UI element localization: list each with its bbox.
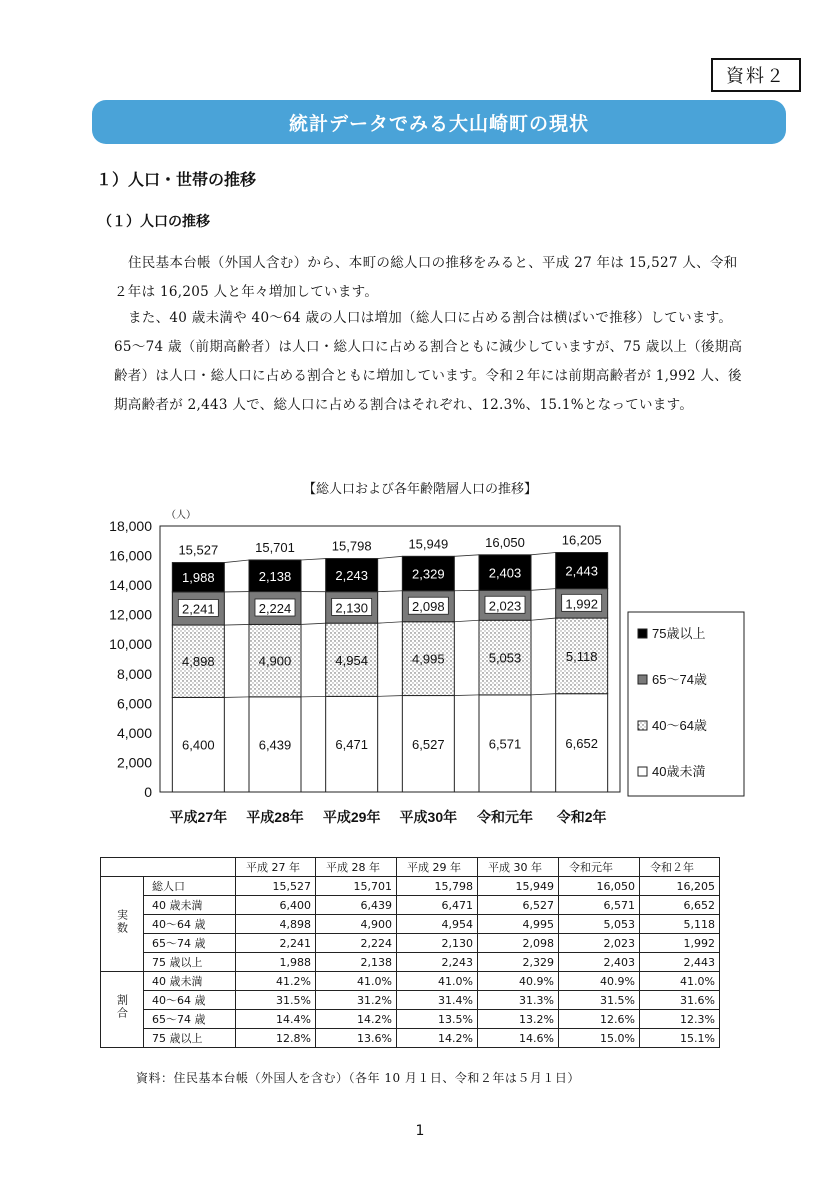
connector-line xyxy=(531,694,556,695)
table-row xyxy=(101,991,720,1010)
data-label: 4,954 xyxy=(335,652,368,668)
table-cell: 13.5% xyxy=(397,1010,478,1029)
connector-line xyxy=(301,623,326,624)
table-cell: 14.4% xyxy=(236,1010,316,1029)
y-tick-label: 2,000 xyxy=(116,754,152,771)
x-tick-label: 令和元年 xyxy=(477,809,533,825)
group-label-count-text: 実数 xyxy=(115,908,129,935)
table-header-row xyxy=(101,858,720,877)
connector-line xyxy=(224,560,249,563)
row-label: 75 歳以上 xyxy=(144,953,236,972)
y-tick-label: 16,000 xyxy=(109,547,152,564)
data-label: 2,243 xyxy=(335,568,368,584)
row-label: 75 歳以上 xyxy=(144,1029,236,1048)
table-cell: 31.4% xyxy=(397,991,478,1010)
table-cell: 31.5% xyxy=(236,991,316,1010)
connector-line xyxy=(301,559,326,560)
table-cell: 2,138 xyxy=(316,953,397,972)
data-label: 2,329 xyxy=(412,566,445,582)
legend-swatch xyxy=(638,721,647,730)
group-label-ratio-text: 割合 xyxy=(115,994,129,1020)
y-axis-unit: （人） xyxy=(166,510,196,521)
table-cell: 12.8% xyxy=(236,1029,316,1048)
data-label: 5,118 xyxy=(565,648,598,664)
table-cell: 40.9% xyxy=(559,972,640,991)
x-tick-label: 平成28年 xyxy=(246,809,304,825)
table-row xyxy=(101,972,720,991)
table-cell: 6,471 xyxy=(397,896,478,915)
table-cell: 2,023 xyxy=(559,934,640,953)
total-label: 16,050 xyxy=(485,534,525,550)
data-label: 6,571 xyxy=(488,736,522,752)
table-cell: 16,205 xyxy=(640,877,720,896)
x-tick-label: 平成30年 xyxy=(399,809,458,825)
table-cell: 4,954 xyxy=(397,915,478,934)
row-label: 65～74 歳 xyxy=(144,1010,236,1029)
total-label: 15,798 xyxy=(331,538,372,554)
data-label: 6,439 xyxy=(258,737,292,753)
table-cell: 2,130 xyxy=(397,934,478,953)
population-stacked-bar-chart xyxy=(90,500,750,840)
table-cell: 40.9% xyxy=(478,972,559,991)
page-number: 1 xyxy=(415,1123,425,1139)
table-cell: 41.0% xyxy=(397,972,478,991)
table-cell: 4,898 xyxy=(236,915,316,934)
row-label: 65～74 歳 xyxy=(144,934,236,953)
table-cell: 6,652 xyxy=(640,896,720,915)
data-label: 2,098 xyxy=(412,599,445,615)
connector-line xyxy=(454,555,479,556)
table-header-cell: 平成 30 年 xyxy=(478,858,559,877)
x-tick-label: 令和2年 xyxy=(556,809,607,825)
data-label: 2,023 xyxy=(488,598,522,614)
table-cell: 16,050 xyxy=(559,877,640,896)
connector-line xyxy=(531,553,556,555)
total-label: 15,949 xyxy=(408,536,449,552)
data-label: 1,992 xyxy=(565,596,598,612)
table-cell: 2,243 xyxy=(397,953,478,972)
table-corner-cell xyxy=(101,858,236,877)
row-label: 40～64 歳 xyxy=(144,915,236,934)
paragraph-population-trend: 住民基本台帳（外国人含む）から、本町の総人口の推移をみると、平成 27 年は 15,527 人、令和２年は 16,205 人と年々増加しています。 xyxy=(114,255,738,300)
table-cell: 31.6% xyxy=(640,991,720,1010)
table-row xyxy=(101,1029,720,1048)
data-label: 6,527 xyxy=(412,736,445,752)
row-label: 40 歳未満 xyxy=(144,896,236,915)
row-label: 総人口 xyxy=(144,877,236,896)
connector-line xyxy=(378,696,403,697)
table-cell: 6,439 xyxy=(316,896,397,915)
y-tick-label: 8,000 xyxy=(116,665,152,682)
legend-label: 65～74歳 xyxy=(652,672,707,687)
table-cell: 2,403 xyxy=(559,953,640,972)
legend-label: 40歳未満 xyxy=(652,764,706,779)
table-row xyxy=(101,896,720,915)
table-cell: 12.3% xyxy=(640,1010,720,1029)
table-cell: 13.2% xyxy=(478,1010,559,1029)
data-label: 6,400 xyxy=(182,737,215,753)
table-row xyxy=(101,915,720,934)
total-label: 15,701 xyxy=(255,539,295,555)
data-label: 4,898 xyxy=(182,654,215,670)
table-header-cell: 令和２年 xyxy=(640,858,720,877)
table-cell: 14.2% xyxy=(316,1010,397,1029)
legend-swatch xyxy=(638,675,647,684)
data-label: 2,241 xyxy=(182,601,215,617)
total-label: 15,527 xyxy=(178,542,219,558)
table-cell: 41.0% xyxy=(640,972,720,991)
table-header-cell: 平成 27 年 xyxy=(236,858,316,877)
connector-line xyxy=(378,591,403,592)
legend-swatch xyxy=(638,767,647,776)
table-cell: 15,701 xyxy=(316,877,397,896)
data-label: 2,443 xyxy=(565,563,598,579)
table-cell: 1,992 xyxy=(640,934,720,953)
table-cell: 15.1% xyxy=(640,1029,720,1048)
group-label-ratio xyxy=(101,972,144,1048)
connector-line xyxy=(454,620,479,622)
group-label-count xyxy=(101,877,144,972)
document-label: 資料２ xyxy=(711,58,801,92)
population-table xyxy=(100,857,720,1048)
table-cell: 15,798 xyxy=(397,877,478,896)
table-cell: 5,053 xyxy=(559,915,640,934)
subsection-heading: （１）人口の推移 xyxy=(98,214,210,230)
table-cell: 15.0% xyxy=(559,1029,640,1048)
plot-frame xyxy=(160,526,620,792)
table-header-cell: 平成 28 年 xyxy=(316,858,397,877)
row-label: 40～64 歳 xyxy=(144,991,236,1010)
total-label: 16,205 xyxy=(561,532,602,548)
table-cell: 14.6% xyxy=(478,1029,559,1048)
table-cell: 13.6% xyxy=(316,1029,397,1048)
connector-line xyxy=(378,622,403,623)
table-cell: 31.2% xyxy=(316,991,397,1010)
connector-line xyxy=(531,618,556,620)
connector-line xyxy=(531,589,556,591)
paragraph-age-groups: また、40 歳未満や 40～64 歳の人口は増加（総人口に占める割合は横ばいで推移）しています。65～74 歳（前期高齢者）は人口・総人口に占める割合ともに減少していますが、75 歳以上（後期高齢者）は人口・総人口に占める割合ともに増加しています。令和２年には前期高齢者が 1,992 人、後期高齢者が 2,443 人で、総人口に占める割合はそれぞれ、12.3%、15.1%となっています。 xyxy=(114,310,743,413)
table-cell: 5,118 xyxy=(640,915,720,934)
table-cell: 15,527 xyxy=(236,877,316,896)
page-title-banner xyxy=(92,100,786,144)
chart-title: 【総人口および各年齢階層人口の推移】 xyxy=(302,482,537,497)
table-cell: 6,571 xyxy=(559,896,640,915)
table-cell: 6,527 xyxy=(478,896,559,915)
table-cell: 1,988 xyxy=(236,953,316,972)
table-cell: 2,443 xyxy=(640,953,720,972)
connector-line xyxy=(378,556,403,558)
source-note: 資料：住民基本台帳（外国人を含む）（各年 10 月１日、令和２年は５月１日） xyxy=(136,1071,580,1085)
row-label: 40 歳未満 xyxy=(144,972,236,991)
section-heading: １）人口・世帯の推移 xyxy=(96,170,257,189)
table-cell: 2,241 xyxy=(236,934,316,953)
table-row-total xyxy=(101,877,720,896)
connector-line xyxy=(224,697,249,698)
table-cell: 15,949 xyxy=(478,877,559,896)
data-label: 6,652 xyxy=(565,735,598,751)
connector-line xyxy=(454,695,479,696)
y-tick-label: 4,000 xyxy=(116,724,152,741)
page-title: 統計データでみる大山崎町の現状 xyxy=(288,112,589,135)
table-row xyxy=(101,953,720,972)
table-cell: 4,995 xyxy=(478,915,559,934)
table-cell: 2,098 xyxy=(478,934,559,953)
table-header-cell: 令和元年 xyxy=(559,858,640,877)
x-tick-label: 平成27年 xyxy=(169,809,228,825)
y-tick-label: 10,000 xyxy=(109,636,152,653)
y-tick-label: 12,000 xyxy=(109,606,152,623)
table-header-cell: 平成 29 年 xyxy=(397,858,478,877)
table-row xyxy=(101,934,720,953)
table-row xyxy=(101,1010,720,1029)
data-label: 1,988 xyxy=(182,570,215,586)
data-label: 2,403 xyxy=(488,565,522,581)
table-cell: 2,329 xyxy=(478,953,559,972)
table-cell: 14.2% xyxy=(397,1029,478,1048)
legend-swatch xyxy=(638,629,647,638)
table-cell: 41.2% xyxy=(236,972,316,991)
y-tick-label: 6,000 xyxy=(116,695,152,712)
table-cell: 31.5% xyxy=(559,991,640,1010)
x-tick-label: 平成29年 xyxy=(322,809,381,825)
data-label: 5,053 xyxy=(488,650,522,666)
data-label: 4,900 xyxy=(258,653,292,669)
table-cell: 4,900 xyxy=(316,915,397,934)
connector-line xyxy=(224,624,249,625)
data-label: 2,138 xyxy=(258,568,292,584)
table-cell: 41.0% xyxy=(316,972,397,991)
data-label: 4,995 xyxy=(412,651,445,667)
data-label: 2,130 xyxy=(335,600,368,616)
y-tick-label: 14,000 xyxy=(109,577,152,594)
table-cell: 2,224 xyxy=(316,934,397,953)
y-tick-label: 0 xyxy=(144,784,152,800)
data-label: 2,224 xyxy=(258,601,292,617)
table-cell: 12.6% xyxy=(559,1010,640,1029)
table-cell: 31.3% xyxy=(478,991,559,1010)
y-tick-label: 18,000 xyxy=(109,518,152,534)
legend-label: 40～64歳 xyxy=(652,718,707,733)
data-label: 6,471 xyxy=(335,737,368,753)
legend-label: 75歳以上 xyxy=(652,626,706,641)
table-cell: 6,400 xyxy=(236,896,316,915)
